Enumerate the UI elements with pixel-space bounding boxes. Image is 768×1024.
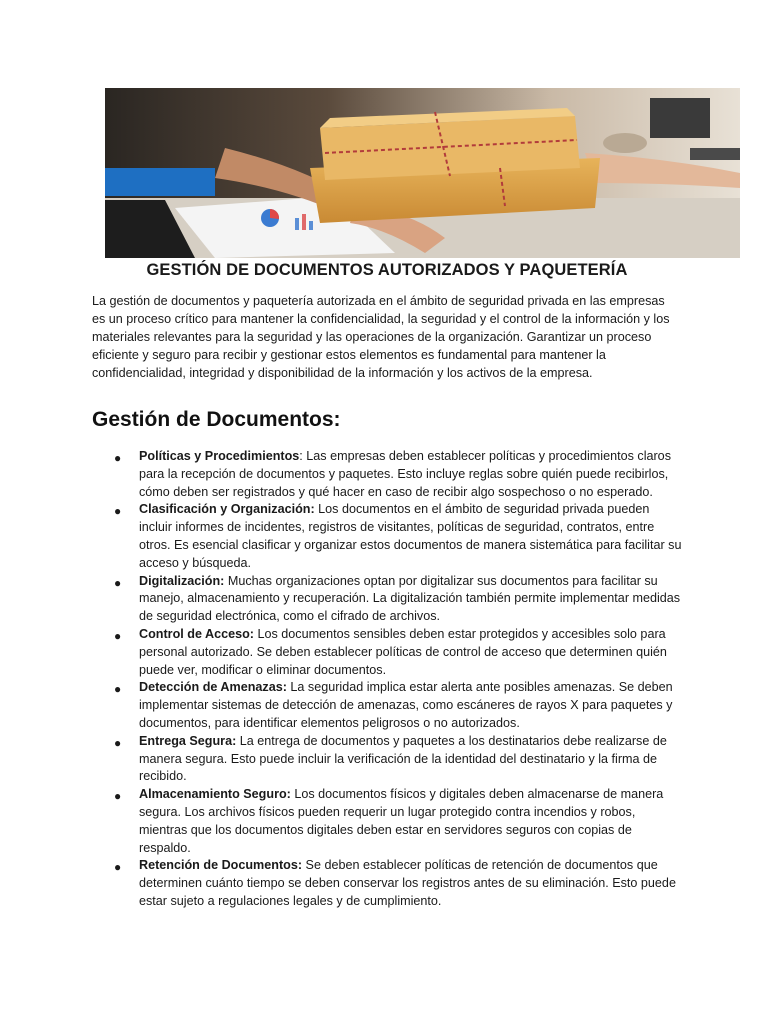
bullet-icon: ● xyxy=(114,504,122,519)
list-item-term: Retención de Documentos: xyxy=(139,858,303,873)
list-item-text: : Las empresas deben establecer políticas y procedimientos claros para la recepción de documentos y paquetes. Esto incluye reglas sobre quién puede recibirlos, cómo deben ser registrados y qué hacer en caso de recibir algo sospechoso o no esperado. xyxy=(139,449,671,499)
delivery-boxes-photo xyxy=(105,88,740,258)
list-item xyxy=(92,573,682,626)
list-item xyxy=(92,786,682,857)
bullet-icon: ● xyxy=(114,682,122,697)
bullet-icon: ● xyxy=(114,789,122,804)
list-item xyxy=(92,679,682,732)
list-item-term: Políticas y Procedimientos xyxy=(139,449,300,463)
list-item-term: Clasificación y Organización: xyxy=(139,502,315,517)
list-item-text: Los documentos físicos y digitales deben almacenarse de manera segura. Los archivos físicos pueden requerir un lugar protegido contra incendios y robos, mientras que los documentos digitales deben estar en servidores seguros con copias de respaldo. xyxy=(139,787,664,855)
list-item xyxy=(92,626,682,679)
bullet-icon: ● xyxy=(114,628,122,643)
list-item xyxy=(92,448,682,501)
list-item-term: Digitalización: xyxy=(139,573,225,588)
list-item-term: Detección de Amenazas: xyxy=(139,680,287,695)
list-item-term: Almacenamiento Seguro: xyxy=(139,787,291,802)
list-item-text: Los documentos sensibles deben estar protegidos y accesibles solo para personal autorizado. Se deben establecer políticas de control de acceso que determinen quién puede ver, modificar o eliminar documentos. xyxy=(139,626,667,677)
list-item-text: La entrega de documentos y paquetes a los destinatarios debe realizarse de manera segura. Esto puede incluir la verificación de la identidad del destinatario y la firma de recibido. xyxy=(139,733,667,784)
bullet-icon: ● xyxy=(114,575,122,590)
list-item-text: Los documentos en el ámbito de seguridad privada pueden incluir informes de incidentes, registros de visitantes, políticas de seguridad, contratos, entre otros. Es esencial clasificar y organizar estos documentos de manera sistemática para facilitar su acceso y búsqueda. xyxy=(139,502,682,570)
section-heading: Gestión de Documentos: xyxy=(92,408,341,431)
list-item-text: Muchas organizaciones optan por digitalizar sus documentos para facilitar su manejo, almacenamiento y recuperación. La digitalización también permite implementar medidas de seguridad electrónica, como el cifrado de archivos. xyxy=(139,573,681,624)
document-management-list xyxy=(92,448,682,911)
hero-illustration xyxy=(105,88,740,258)
list-item xyxy=(92,857,682,910)
list-item-text: Se deben establecer políticas de retención de documentos que determinen cuánto tiempo se deben conservar los registros antes de su eliminación. Esto puede estar sujeto a regulaciones legales y de cumplimiento. xyxy=(139,858,676,908)
intro-paragraph: La gestión de documentos y paquetería autorizada en el ámbito de seguridad privada en las empresas es un proceso crítico para mantener la confidencialidad, la seguridad y el control de la información y los materiales relevantes para la seguridad y las operaciones de la organización. Garantizar un proceso eficiente y seguro para recibir y gestionar estos elementos es fundamental para mantener la confidencialidad, integridad y disponibilidad de la información y los activos de la empresa. xyxy=(92,294,670,380)
list-item xyxy=(92,733,682,786)
list-item xyxy=(92,501,682,572)
list-item-term: Control de Acceso: xyxy=(139,626,254,641)
page-title: GESTIÓN DE DOCUMENTOS AUTORIZADOS Y PAQUETERÍA xyxy=(146,261,628,279)
list-item-text: La seguridad implica estar alerta ante posibles amenazas. Se deben implementar sistemas de detección de amenazas, como escáneres de rayos X para paquetes y documentos, para identificar elementos peligrosos o no autorizados. xyxy=(139,680,673,730)
list-item-term: Entrega Segura: xyxy=(139,733,237,748)
bullet-icon: ● xyxy=(114,735,122,750)
bullet-icon: ● xyxy=(114,860,122,875)
bullet-icon: ● xyxy=(114,451,122,465)
